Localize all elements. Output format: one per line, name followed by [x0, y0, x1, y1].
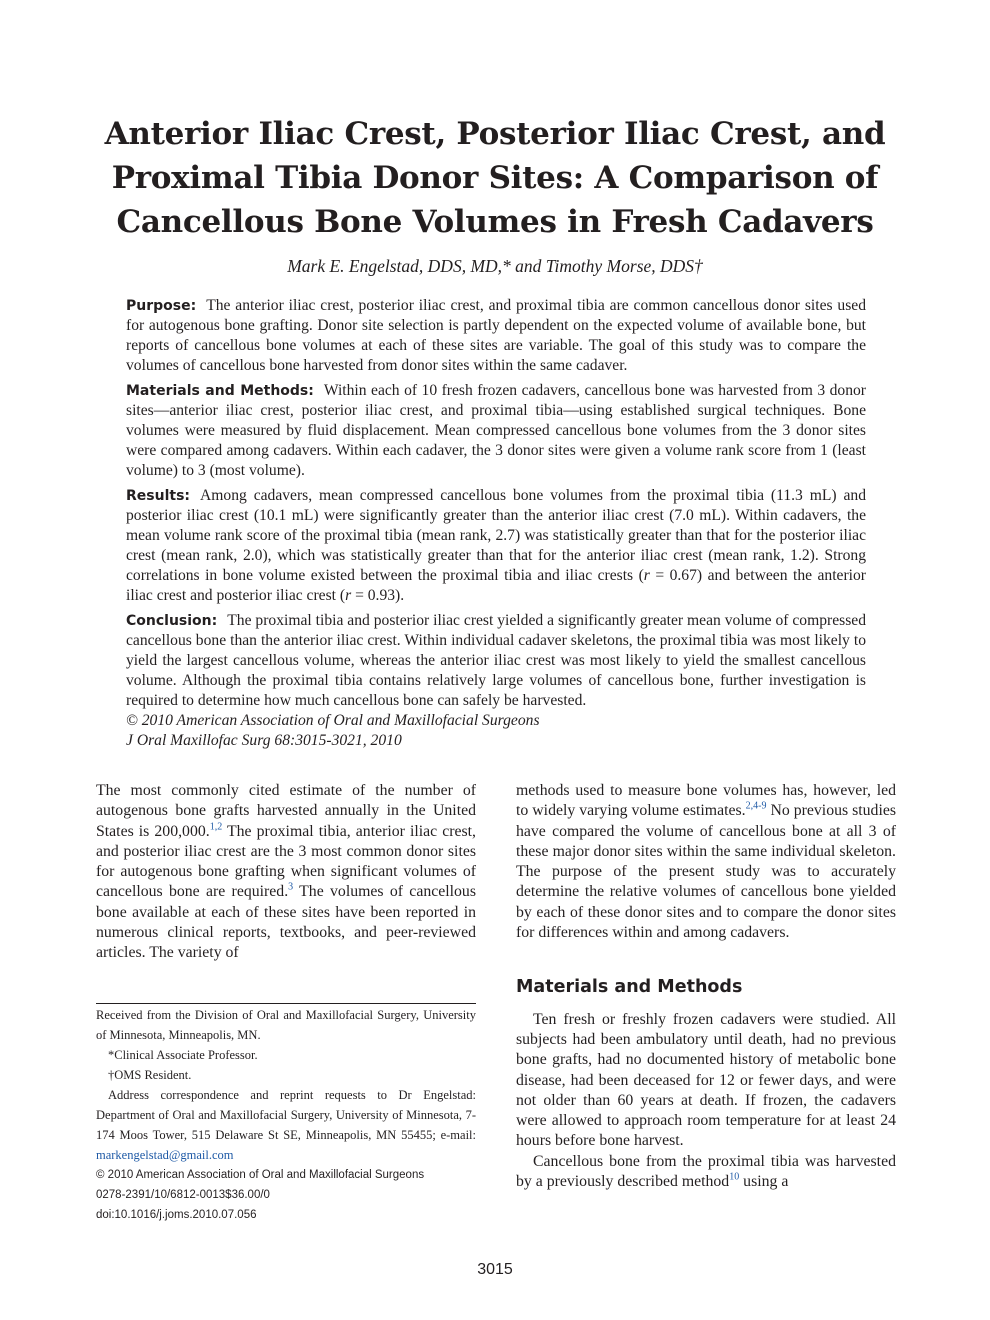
body-paragraph [96, 781, 476, 964]
title-line: Anterior Iliac Crest, Posterior Iliac Crest, and [104, 116, 886, 152]
footnote-copyright: © 2010 American Association of Oral and Maxillofacial Surgeons [96, 1169, 425, 1181]
footnotes [96, 1005, 476, 1225]
footnote-resident: †OMS Resident. [108, 1068, 192, 1082]
body-text: Cancellous bone from the proximal tibia was harvested by a previously described method [516, 1152, 896, 1191]
body-text: The most commonly cited estimate of the number of autogenous bone grafts harvested annually in the United States is 200,000. [96, 782, 476, 840]
reference-link[interactable]: 3 [288, 882, 294, 894]
body-paragraph [516, 781, 896, 943]
section-heading: Materials and Methods [516, 977, 743, 998]
footnote-clinical: *Clinical Associate Professor. [108, 1048, 258, 1062]
abstract-results [126, 486, 866, 606]
abstract-conclusion [126, 611, 866, 711]
page-number: 3015 [477, 1261, 513, 1278]
abstract-copyright: © 2010 American Association of Oral and Maxillofacial Surgeons [126, 712, 540, 729]
abstract-label: Purpose: [126, 298, 197, 314]
title-line: Cancellous Bone Volumes in Fresh Cadavers [116, 204, 874, 240]
body-paragraph [516, 1152, 896, 1193]
footnote-divider [96, 1003, 476, 1004]
footnote-doi[interactable]: doi:10.1016/j.joms.2010.07.056 [96, 1209, 257, 1221]
body-paragraph: Ten fresh or freshly frozen cadavers were studied. All subjects had been ambulatory until death, had no previous bone grafts, had no documented history of metabolic bone disease, had been deceased for 12 or fewer days, and were not older than 60 years at death. If frozen, the cadavers were allowed to approach room temperature for at least 24 hours before bone harvest. [516, 1010, 896, 1150]
journal-citation: J Oral Maxillofac Surg 68:3015-3021, 2010 [126, 732, 402, 749]
email-link[interactable]: markengelstad@gmail.com [96, 1148, 234, 1162]
stat-symbol: r [643, 567, 650, 584]
body-text: using a [739, 1173, 789, 1191]
abstract-text: The anterior iliac crest, posterior iliac crest, and proximal tibia are common cancellous donor sites used for autogenous bone grafting. Donor site selection is partly dependent on the expected volume of available bone, but reports of cancellous bone volumes at each of these sites are variable. The goal of this study was to compare the volumes of cancellous bone harvested from donor sites within the same cadaver. [126, 297, 866, 374]
abstract-text: The proximal tibia and posterior iliac crest yielded a significantly greater mean volume of compressed cancellous bone than the anterior iliac crest. Within individual cadaver skeletons, the proximal tibia was most likely to yield the largest cancellous volume, whereas the anterior iliac crest was most likely to yield the smallest cancellous volume. Although the proximal tibia contains relatively large volumes of cancellous bone, further investigation is required to determine how much cancellous bone can safely be harvested. [126, 612, 866, 709]
abstract-text: Within each of 10 fresh frozen cadavers, cancellous bone was harvested from 3 donor sites—anterior iliac crest, posterior iliac crest, and proximal tibia—using established surgical techniques. Bone volumes were measured by fluid displacement. Mean compressed cancellous bone volumes from the 3 donor sites were compared among cadavers. Within each cadaver, the 3 donor sites were given a volume rank score from 1 (least volume) to 3 (most volume). [126, 382, 866, 479]
footnote-issn: 0278-2391/10/6812-0013$36.00/0 [96, 1189, 270, 1201]
abstract-label: Conclusion: [126, 613, 218, 629]
abstract-text: Among cadavers, mean compressed cancellous bone volumes from the proximal tibia (11.3 mL) and posterior iliac crest (10.1 mL) were significantly greater than the anterior iliac crest (7.0 mL). Within cadavers, the mean volume rank score of the proximal tibia (mean rank, 2.7) was statistically greater than that for the posterior iliac crest (mean rank, 2.0), which was statistically greater than that for the anterior iliac crest (mean rank, 1.2). Strong correlations in bone volume existed between the proximal tibia and iliac crests ( [126, 487, 866, 584]
address-text: Address correspondence and reprint requests to Dr Engelstad: Department of Oral and Maxillofacial Surgery, University of Minnesota, 7-174 Moos Tower, 515 Delaware St SE, Minneapolis, MN 55455; e-mail: [96, 1088, 476, 1142]
article-title [96, 112, 894, 244]
abstract-methods [126, 381, 866, 481]
reference-link[interactable]: 2,4-9 [745, 801, 767, 813]
abstract-text: = 0.67) and between the anterior iliac crest and posterior iliac crest ( [126, 567, 866, 604]
abstract-purpose [126, 296, 866, 376]
body-column-left [96, 781, 476, 964]
abstract-label: Results: [126, 488, 190, 504]
stat-symbol: r [345, 587, 352, 604]
body-text: No previous studies have compared the volume of cancellous bone at all 3 of these major donor sites within the same individual skeleton. The purpose of the present study was to accurately determine the relative volumes of cancellous bone yielded by each of these donor sites and to compare the donor sites for differences within and among cadavers. [516, 802, 897, 942]
body-text: The volumes of cancellous bone available at each of these sites have been reported in numerous clinical reports, textbooks, and peer-reviewed articles. The variety of [96, 883, 476, 962]
body-text: The proximal tibia, anterior iliac crest, and posterior iliac crest are the 3 most common donor sites for autogenous bone grafting when significant volumes of cancellous bone are required. [96, 822, 476, 901]
footnote-address [96, 1085, 476, 1165]
title-line: Proximal Tibia Donor Sites: A Comparison of [111, 160, 879, 196]
reference-link[interactable]: 10 [729, 1171, 740, 1183]
footnote-received: Received from the Division of Oral and Maxillofacial Surgery, University of Minnesota, Minneapolis, MN. [96, 1008, 476, 1042]
abstract-label: Materials and Methods: [126, 383, 314, 399]
body-column-right [516, 781, 896, 1192]
abstract-text: = 0.93). [351, 587, 405, 604]
body-text: methods used to measure bone volumes has, however, led to widely varying volume estimates. [516, 782, 896, 820]
reference-link[interactable]: 1,2 [209, 821, 223, 833]
abstract [126, 296, 866, 751]
author-list: Mark E. Engelstad, DDS, MD,* and Timothy Morse, DDS† [287, 256, 703, 276]
